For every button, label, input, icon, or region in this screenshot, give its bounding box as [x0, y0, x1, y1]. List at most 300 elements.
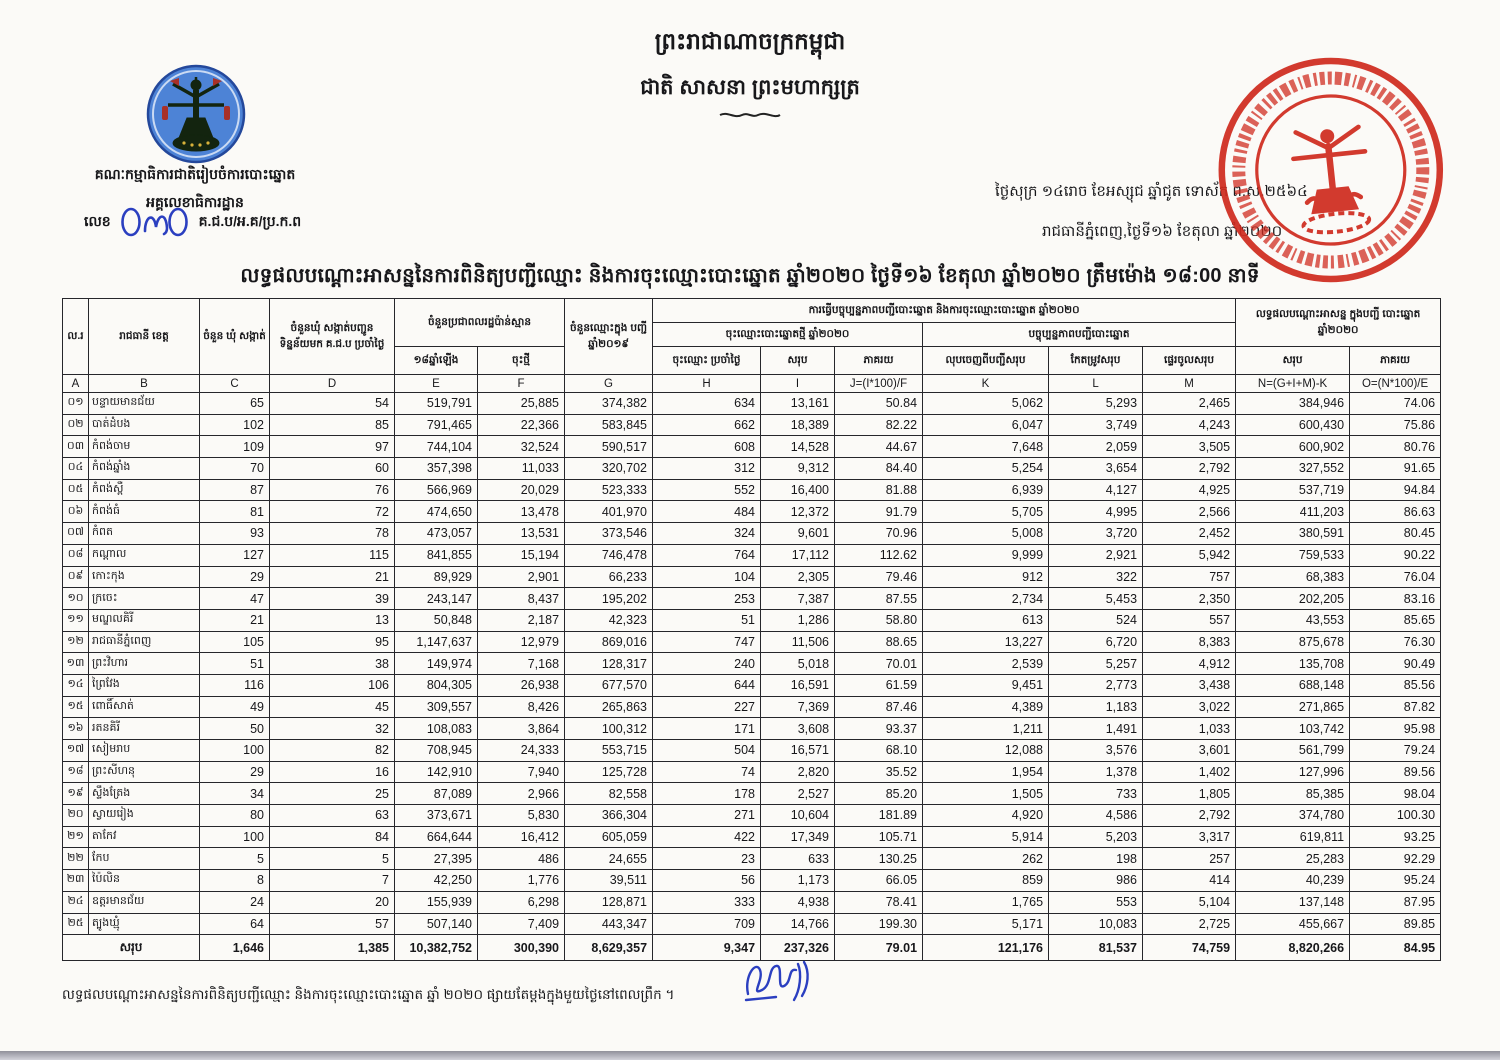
row-number: ១៩: [63, 783, 89, 805]
value-cell: 322: [1049, 566, 1143, 588]
value-cell: 89.56: [1350, 761, 1441, 783]
table-row: [63, 696, 1441, 718]
value-cell: 89.85: [1350, 913, 1441, 935]
value-cell: 4,920: [923, 805, 1049, 827]
document-number: [84, 202, 301, 242]
table-header: [63, 299, 1441, 393]
value-cell: 102: [200, 414, 270, 436]
value-cell: 87.46: [835, 696, 923, 718]
results-table: [62, 298, 1441, 961]
value-cell: 128,871: [565, 891, 653, 913]
value-cell: 13: [270, 609, 395, 631]
value-cell: 1,183: [1049, 696, 1143, 718]
table-row: [63, 761, 1441, 783]
value-cell: 5,293: [1049, 393, 1143, 415]
value-cell: 178: [653, 783, 761, 805]
value-cell: 552: [653, 479, 761, 501]
value-cell: 764: [653, 544, 761, 566]
value-cell: 1,147,637: [395, 631, 478, 653]
value-cell: 708,945: [395, 740, 478, 762]
value-cell: 4,995: [1049, 501, 1143, 523]
signature-scribble: [742, 956, 816, 1008]
subgroup-head-list-update: បច្ចុប្បន្នភាពបញ្ជីបោះឆ្នោត: [923, 323, 1236, 347]
value-cell: 619,811: [1236, 826, 1350, 848]
value-cell: 613: [923, 609, 1049, 631]
value-cell: 14,528: [761, 436, 835, 458]
value-cell: 4,389: [923, 696, 1049, 718]
value-cell: 5,062: [923, 393, 1049, 415]
value-cell: 21: [200, 609, 270, 631]
value-cell: 50: [200, 718, 270, 740]
footer-note: លទ្ធផលបណ្តោះអាសន្ននៃការពិនិត្យបញ្ជីឈ្មោះ និងការចុះឈ្មោះបោះឆ្នោត ឆ្នាំ ២០២០ ផ្សាយតែម្តងក្នុងមួយថ្ងៃនៅពេលព្រឹក ។: [62, 987, 675, 1002]
province-name: ក្រចេះ: [89, 588, 200, 610]
row-number: ១០: [63, 588, 89, 610]
kingdom-motto: ជាតិ សាសនា ព្រះមហាក្សត្រ: [640, 76, 860, 99]
value-cell: 84: [270, 826, 395, 848]
doc-no-prefix: លេខ: [84, 212, 111, 229]
value-cell: 2,901: [478, 566, 565, 588]
value-cell: 4,127: [1049, 479, 1143, 501]
value-cell: 2,734: [923, 588, 1049, 610]
row-number: ១១: [63, 609, 89, 631]
table-body: [63, 393, 1441, 935]
value-cell: 87,089: [395, 783, 478, 805]
value-cell: 137,148: [1236, 891, 1350, 913]
value-cell: 87.55: [835, 588, 923, 610]
value-cell: 5,203: [1049, 826, 1143, 848]
value-cell: 68,383: [1236, 566, 1350, 588]
value-cell: 5,254: [923, 458, 1049, 480]
value-cell: 414: [1143, 870, 1236, 892]
value-cell: 13,161: [761, 393, 835, 415]
row-number: ២១: [63, 826, 89, 848]
subgroup-head-new-registration: ចុះឈ្មោះបោះឆ្នោតថ្មី ឆ្នាំ២០២០: [653, 323, 923, 347]
value-cell: 127,996: [1236, 761, 1350, 783]
doc-no-suffix: គ.ជ.ប/អ.គ/ប្រ.ក.ព: [198, 212, 302, 229]
value-cell: 8,437: [478, 588, 565, 610]
row-number: ០៥: [63, 479, 89, 501]
value-cell: 65: [200, 393, 270, 415]
value-cell: 759,533: [1236, 544, 1350, 566]
col-head-communes: ចំនួន ឃុំ សង្កាត់: [200, 299, 270, 375]
province-name: កំពង់ឆ្នាំង: [89, 458, 200, 480]
value-cell: 6,720: [1049, 631, 1143, 653]
value-cell: 98.04: [1350, 783, 1441, 805]
value-cell: 11,506: [761, 631, 835, 653]
value-cell: 23: [653, 848, 761, 870]
row-number: ០៧: [63, 523, 89, 545]
value-cell: 4,586: [1049, 805, 1143, 827]
value-cell: 8,383: [1143, 631, 1236, 653]
value-cell: 677,570: [565, 674, 653, 696]
value-cell: 1,402: [1143, 761, 1236, 783]
value-cell: 82: [270, 740, 395, 762]
value-cell: 7,409: [478, 913, 565, 935]
province-name: តាកែវ: [89, 826, 200, 848]
value-cell: 94.84: [1350, 479, 1441, 501]
row-number: ១៤: [63, 674, 89, 696]
col-head-reg-daily: ចុះឈ្មោះ ប្រចាំថ្ងៃ: [653, 347, 761, 375]
value-cell: 557: [1143, 609, 1236, 631]
value-cell: 82,558: [565, 783, 653, 805]
value-cell: 240: [653, 653, 761, 675]
value-cell: 47: [200, 588, 270, 610]
province-name: បាត់ដំបង: [89, 414, 200, 436]
value-cell: 109: [200, 436, 270, 458]
value-cell: 20,029: [478, 479, 565, 501]
value-cell: 859: [923, 870, 1049, 892]
value-cell: 97: [270, 436, 395, 458]
value-cell: 39: [270, 588, 395, 610]
value-cell: 25: [270, 783, 395, 805]
value-cell: 5,257: [1049, 653, 1143, 675]
value-cell: 26,938: [478, 674, 565, 696]
value-cell: 13,227: [923, 631, 1049, 653]
value-cell: 11,033: [478, 458, 565, 480]
value-cell: 108,083: [395, 718, 478, 740]
value-cell: 93.25: [1350, 826, 1441, 848]
value-cell: 43,553: [1236, 609, 1350, 631]
value-cell: 1,805: [1143, 783, 1236, 805]
value-cell: 2,773: [1049, 674, 1143, 696]
value-cell: 2,820: [761, 761, 835, 783]
province-name: ត្បូងឃ្មុំ: [89, 913, 200, 935]
column-letter: L: [1049, 375, 1143, 393]
value-cell: 25,283: [1236, 848, 1350, 870]
value-cell: 17,112: [761, 544, 835, 566]
value-cell: 66,233: [565, 566, 653, 588]
value-cell: 875,678: [1236, 631, 1350, 653]
table-row: [63, 458, 1441, 480]
value-cell: 257: [1143, 848, 1236, 870]
total-value-cell: 300,390: [478, 935, 565, 961]
value-cell: 709: [653, 913, 761, 935]
value-cell: 29: [200, 566, 270, 588]
value-cell: 227: [653, 696, 761, 718]
value-cell: 13,478: [478, 501, 565, 523]
letter-row: [63, 375, 1441, 393]
total-value-cell: 10,382,752: [395, 935, 478, 961]
total-value-cell: 1,646: [200, 935, 270, 961]
value-cell: 2,305: [761, 566, 835, 588]
value-cell: 3,608: [761, 718, 835, 740]
value-cell: 3,720: [1049, 523, 1143, 545]
value-cell: 104: [653, 566, 761, 588]
table-row: [63, 393, 1441, 415]
value-cell: 7,940: [478, 761, 565, 783]
column-letter: N=(G+I+M)-K: [1236, 375, 1350, 393]
total-value-cell: 74,759: [1143, 935, 1236, 961]
value-cell: 135,708: [1236, 653, 1350, 675]
province-name: មណ្ឌលគិរី: [89, 609, 200, 631]
column-letter: O=(N*100)/E: [1350, 375, 1441, 393]
table-row: [63, 891, 1441, 913]
value-cell: 112.62: [835, 544, 923, 566]
value-cell: 85: [270, 414, 395, 436]
value-cell: 16,400: [761, 479, 835, 501]
value-cell: 473,057: [395, 523, 478, 545]
value-cell: 130.25: [835, 848, 923, 870]
value-cell: 600,430: [1236, 414, 1350, 436]
value-cell: 474,650: [395, 501, 478, 523]
value-cell: 198: [1049, 848, 1143, 870]
value-cell: 664,644: [395, 826, 478, 848]
value-cell: 5,018: [761, 653, 835, 675]
value-cell: 7,369: [761, 696, 835, 718]
value-cell: 42,250: [395, 870, 478, 892]
value-cell: 912: [923, 566, 1049, 588]
value-cell: 5,830: [478, 805, 565, 827]
value-cell: 374,780: [1236, 805, 1350, 827]
value-cell: 81.88: [835, 479, 923, 501]
province-name: ស្ទឹងត្រែង: [89, 783, 200, 805]
value-cell: 78: [270, 523, 395, 545]
value-cell: 5,453: [1049, 588, 1143, 610]
value-cell: 74.06: [1350, 393, 1441, 415]
column-letter: B: [89, 375, 200, 393]
col-head-transferred: ផ្ទេរចូលសរុប: [1143, 347, 1236, 375]
table-row: [63, 783, 1441, 805]
col-head-deleted: លុបចេញពីបញ្ជីសរុប: [923, 347, 1049, 375]
value-cell: 6,047: [923, 414, 1049, 436]
row-number: ២៣: [63, 870, 89, 892]
scan-edge-shadow: [0, 1051, 1500, 1060]
value-cell: 566,969: [395, 479, 478, 501]
total-value-cell: 81,537: [1049, 935, 1143, 961]
value-cell: 29: [200, 761, 270, 783]
total-value-cell: 84.95: [1350, 935, 1441, 961]
value-cell: 5,104: [1143, 891, 1236, 913]
value-cell: 83.16: [1350, 588, 1441, 610]
value-cell: 14,766: [761, 913, 835, 935]
value-cell: 142,910: [395, 761, 478, 783]
value-cell: 87.82: [1350, 696, 1441, 718]
value-cell: 5: [200, 848, 270, 870]
value-cell: 1,033: [1143, 718, 1236, 740]
value-cell: 869,016: [565, 631, 653, 653]
value-cell: 6,298: [478, 891, 565, 913]
province-name: ពោធិ៍សាត់: [89, 696, 200, 718]
column-letter: I: [761, 375, 835, 393]
value-cell: 95.98: [1350, 718, 1441, 740]
value-cell: 86.63: [1350, 501, 1441, 523]
table-row: [63, 566, 1441, 588]
value-cell: 253: [653, 588, 761, 610]
value-cell: 70.01: [835, 653, 923, 675]
org-department: អគ្គលេខាធិការដ្ឋាន: [146, 194, 244, 210]
province-name: បន្ទាយមានជ័យ: [89, 393, 200, 415]
value-cell: 9,312: [761, 458, 835, 480]
row-number: ១២: [63, 631, 89, 653]
value-cell: 21: [270, 566, 395, 588]
province-name: ព្រះវិហារ: [89, 653, 200, 675]
total-value-cell: 9,347: [653, 935, 761, 961]
total-value-cell: 8,629,357: [565, 935, 653, 961]
handwritten-number-ink: [119, 204, 191, 240]
value-cell: 63: [270, 805, 395, 827]
value-cell: 155,939: [395, 891, 478, 913]
value-cell: 523,333: [565, 479, 653, 501]
value-cell: 804,305: [395, 674, 478, 696]
value-cell: 17,349: [761, 826, 835, 848]
value-cell: 5,914: [923, 826, 1049, 848]
value-cell: 3,601: [1143, 740, 1236, 762]
value-cell: 4,912: [1143, 653, 1236, 675]
value-cell: 85.20: [835, 783, 923, 805]
kingdom-title: ព្រះរាជាណាចក្រកម្ពុជា: [654, 28, 846, 54]
value-cell: 199.30: [835, 913, 923, 935]
value-cell: 93.37: [835, 718, 923, 740]
value-cell: 60: [270, 458, 395, 480]
row-number: ១៥: [63, 696, 89, 718]
value-cell: 1,491: [1049, 718, 1143, 740]
row-number: ២៤: [63, 891, 89, 913]
table-row: [63, 870, 1441, 892]
value-cell: 9,601: [761, 523, 835, 545]
table-row: [63, 588, 1441, 610]
value-cell: 22,366: [478, 414, 565, 436]
value-cell: 51: [653, 609, 761, 631]
value-cell: 3,317: [1143, 826, 1236, 848]
value-cell: 9,999: [923, 544, 1049, 566]
value-cell: 3,022: [1143, 696, 1236, 718]
group-head-result: លទ្ធផលបណ្តោះអាសន្ន ក្នុងបញ្ជី បោះឆ្នោត ឆ្នាំ២០២០: [1236, 299, 1441, 347]
value-cell: 66.05: [835, 870, 923, 892]
value-cell: 90.49: [1350, 653, 1441, 675]
total-label: សរុប: [63, 935, 200, 961]
value-cell: 105.71: [835, 826, 923, 848]
value-cell: 32: [270, 718, 395, 740]
row-number: ០៣: [63, 436, 89, 458]
value-cell: 74: [653, 761, 761, 783]
column-letter: J=(I*100)/F: [835, 375, 923, 393]
value-cell: 68.10: [835, 740, 923, 762]
value-cell: 125,728: [565, 761, 653, 783]
column-letter: K: [923, 375, 1049, 393]
value-cell: 103,742: [1236, 718, 1350, 740]
value-cell: 262: [923, 848, 1049, 870]
value-cell: 2,725: [1143, 913, 1236, 935]
value-cell: 583,845: [565, 414, 653, 436]
row-number: ២០: [63, 805, 89, 827]
value-cell: 202,205: [1236, 588, 1350, 610]
value-cell: 1,954: [923, 761, 1049, 783]
value-cell: 95.24: [1350, 870, 1441, 892]
value-cell: 91.65: [1350, 458, 1441, 480]
value-cell: 100: [200, 826, 270, 848]
table-row: [63, 414, 1441, 436]
col-head-corrected: កែតម្រូវសរុប: [1049, 347, 1143, 375]
value-cell: 309,557: [395, 696, 478, 718]
value-cell: 70.96: [835, 523, 923, 545]
value-cell: 32,524: [478, 436, 565, 458]
row-number: ០៤: [63, 458, 89, 480]
value-cell: 7,168: [478, 653, 565, 675]
value-cell: 85.65: [1350, 609, 1441, 631]
province-name: កំពង់ចាម: [89, 436, 200, 458]
total-value-cell: 79.01: [835, 935, 923, 961]
value-cell: 115: [270, 544, 395, 566]
value-cell: 2,966: [478, 783, 565, 805]
value-cell: 89,929: [395, 566, 478, 588]
value-cell: 80: [200, 805, 270, 827]
value-cell: 127: [200, 544, 270, 566]
value-cell: 44.67: [835, 436, 923, 458]
table-row: [63, 674, 1441, 696]
value-cell: 64: [200, 913, 270, 935]
province-name: កំពង់ធំ: [89, 501, 200, 523]
value-cell: 2,187: [478, 609, 565, 631]
value-cell: 105: [200, 631, 270, 653]
value-cell: 15,194: [478, 544, 565, 566]
value-cell: 92.29: [1350, 848, 1441, 870]
value-cell: 85,385: [1236, 783, 1350, 805]
value-cell: 195,202: [565, 588, 653, 610]
value-cell: 504: [653, 740, 761, 762]
province-name: កោះកុង: [89, 566, 200, 588]
value-cell: 88.65: [835, 631, 923, 653]
value-cell: 6,939: [923, 479, 1049, 501]
value-cell: 13,531: [478, 523, 565, 545]
value-cell: 644: [653, 674, 761, 696]
value-cell: 75.86: [1350, 414, 1441, 436]
value-cell: 3,576: [1049, 740, 1143, 762]
col-head-result-total: សរុប: [1236, 347, 1350, 375]
province-name: កែប: [89, 848, 200, 870]
value-cell: 374,382: [565, 393, 653, 415]
value-cell: 4,243: [1143, 414, 1236, 436]
value-cell: 986: [1049, 870, 1143, 892]
col-head-province: រាជធានី ខេត្ត: [89, 299, 200, 375]
value-cell: 70: [200, 458, 270, 480]
value-cell: 56: [653, 870, 761, 892]
red-seal-stamp: [1200, 40, 1462, 304]
value-cell: 81: [200, 501, 270, 523]
value-cell: 7,648: [923, 436, 1049, 458]
total-value-cell: 237,326: [761, 935, 835, 961]
row-number: ០៦: [63, 501, 89, 523]
value-cell: 79.24: [1350, 740, 1441, 762]
group-head-population: ចំនួនប្រជាពលរដ្ឋប៉ាន់ស្មាន: [395, 299, 565, 347]
column-letter: C: [200, 375, 270, 393]
value-cell: 524: [1049, 609, 1143, 631]
col-head-names-2019: ចំនួនឈ្មោះក្នុង បញ្ជី ឆ្នាំ២០១៩: [565, 299, 653, 375]
province-name: រាជធានីភ្នំពេញ: [89, 631, 200, 653]
value-cell: 422: [653, 826, 761, 848]
value-cell: 841,855: [395, 544, 478, 566]
value-cell: 2,452: [1143, 523, 1236, 545]
page-title: លទ្ធផលបណ្តោះអាសន្ននៃការពិនិត្យបញ្ជីឈ្មោះ និងការចុះឈ្មោះបោះឆ្នោត ឆ្នាំ២០២០ ថ្ងៃទី១៦ ខែតុលា ឆ្នាំ២០២០ ត្រឹមម៉ោង ១៨:00 នាទី: [240, 265, 1260, 287]
value-cell: 100.30: [1350, 805, 1441, 827]
value-cell: 72: [270, 501, 395, 523]
col-head-reg-pct: ភាគរយ: [835, 347, 923, 375]
table-row: [63, 805, 1441, 827]
value-cell: 80.76: [1350, 436, 1441, 458]
province-name: រតនគិរី: [89, 718, 200, 740]
value-cell: 553: [1049, 891, 1143, 913]
row-number: ១៧: [63, 740, 89, 762]
value-cell: 3,654: [1049, 458, 1143, 480]
value-cell: 38: [270, 653, 395, 675]
value-cell: 1,173: [761, 870, 835, 892]
value-cell: 106: [270, 674, 395, 696]
lunar-date: ថ្ងៃសុក្រ ១៤រោច ខែអស្សុជ ឆ្នាំជូត ទោស័ក ព.ស.២៥៦៤: [995, 183, 1308, 200]
value-cell: 1,765: [923, 891, 1049, 913]
value-cell: 634: [653, 393, 761, 415]
value-cell: 733: [1049, 783, 1143, 805]
value-cell: 16: [270, 761, 395, 783]
col-head-18plus: ១៨ឆ្នាំឡើង: [395, 347, 478, 375]
